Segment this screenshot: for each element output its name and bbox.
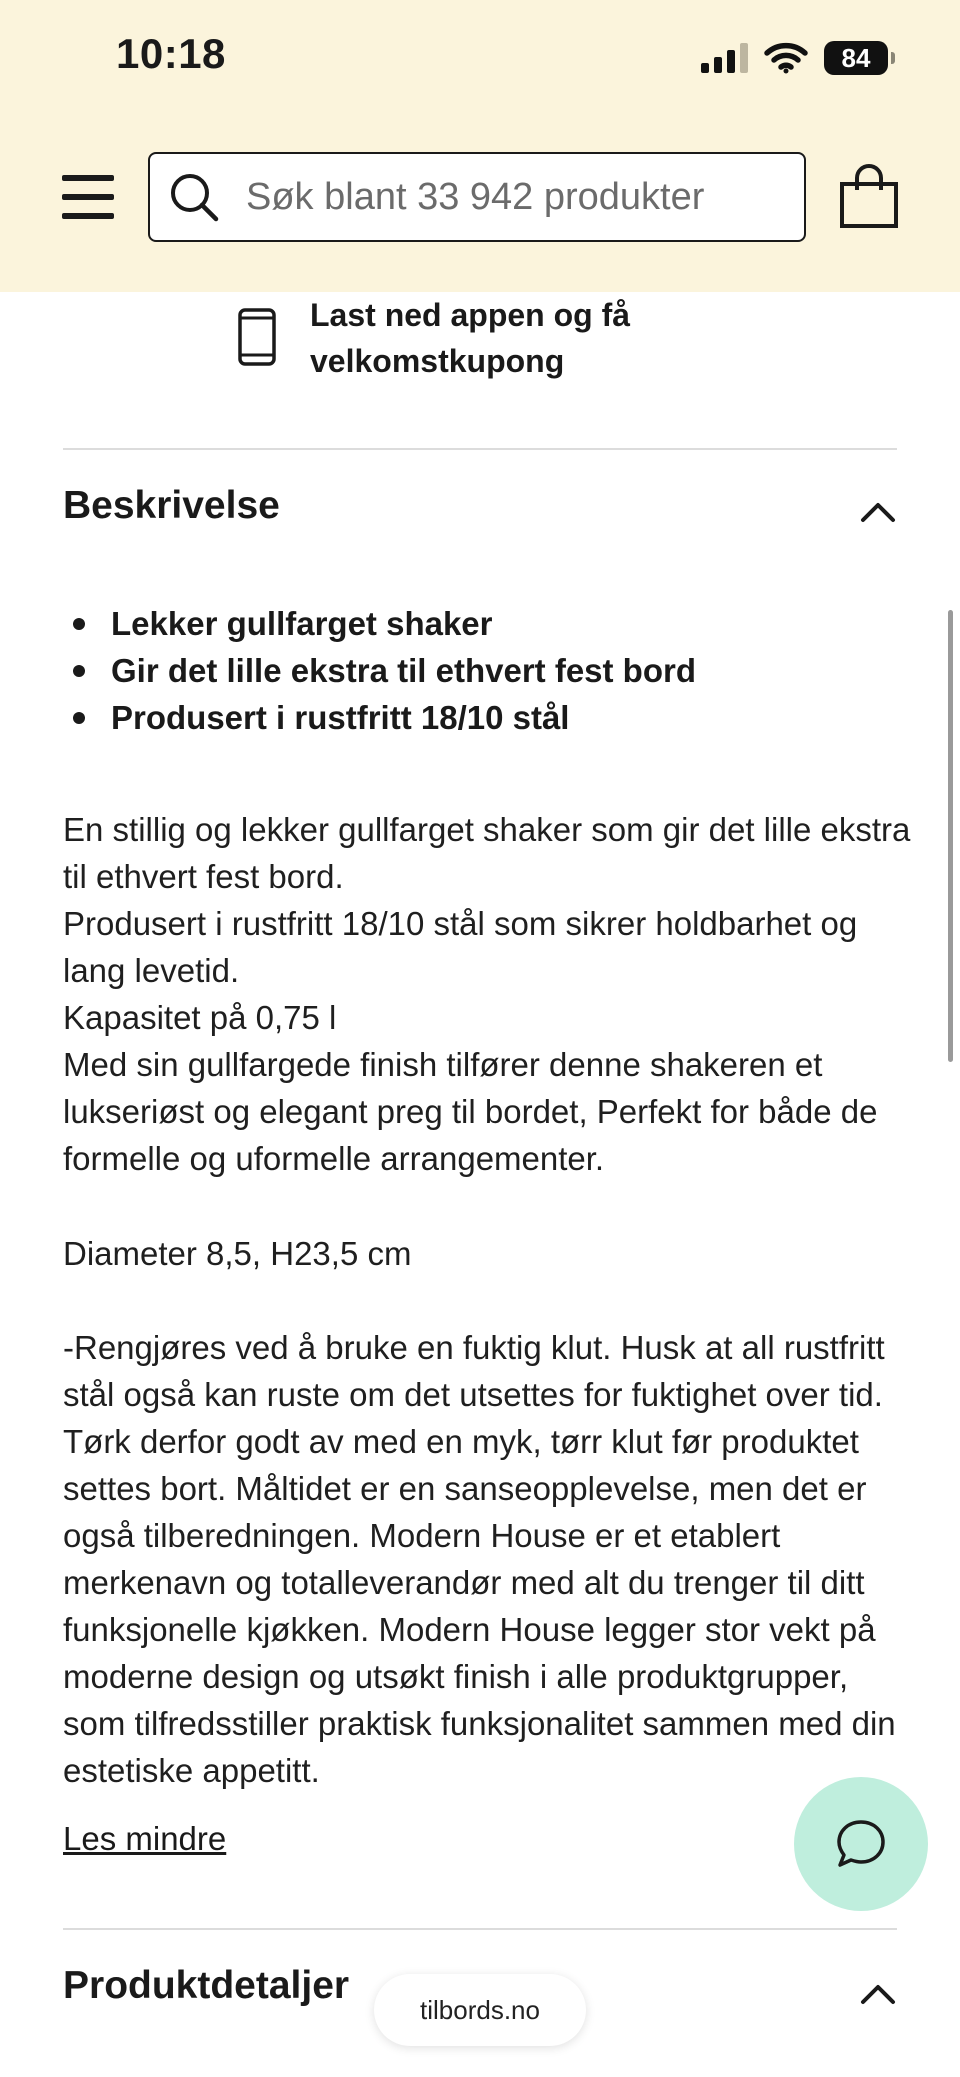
- description-paragraph-1: En stillig og lekker gullfarget shaker som gir det lille ekstra til ethvert fest bord. Produsert i rustfritt 18/10 stål som sikrer holdbarhet og lang levetid. Kapasitet på 0,75 l Med sin gullfargede finish tilfører denne shakeren et lukseriøst og elegant preg til bordet, Perfekt for både de formelle og uformelle arrangementer.: [63, 811, 911, 1177]
- menu-icon[interactable]: [62, 175, 114, 219]
- shopping-bag-icon[interactable]: [838, 164, 900, 230]
- bullet-item: Lekker gullfarget shaker: [63, 600, 696, 647]
- status-time: 10:18: [116, 30, 226, 77]
- search-icon: [166, 169, 222, 225]
- chevron-up-icon[interactable]: [860, 1983, 896, 2005]
- bullet-item: Produsert i rustfritt 18/10 stål: [63, 694, 696, 741]
- header-bar: [0, 0, 960, 292]
- browser-url-pill[interactable]: tilbords.no: [374, 1974, 586, 2046]
- description-paragraph-3: -Rengjøres ved å bruke en fuktig klut. Husk at all rustfritt stål også kan ruste om det utsettes for fuktighet over tid. Tørk derfor godt av med en myk, tørr klut før produktet settes bort. Måltidet er en sanseopplevelse, men det er også tilberedningen. Modern House er et etablert merkenavn og totalleverandør med alt du trenger til ditt funksjonelle kjøkken. Modern House legger stor vekt på moderne design og utsøkt finish i alle produktgrupper, som tilfredsstiller praktisk funksjonalitet sammen med din estetiske appetitt.: [63, 1329, 896, 1789]
- battery-icon: 84: [824, 41, 888, 75]
- description-title[interactable]: Beskrivelse: [63, 484, 280, 527]
- search-box[interactable]: [148, 152, 806, 242]
- chevron-up-icon[interactable]: [860, 501, 896, 523]
- product-details-title[interactable]: Produktdetaljer: [63, 1964, 350, 2007]
- app-promo-line2: velkomstkupong: [310, 343, 565, 379]
- scrollbar[interactable]: [948, 610, 953, 1062]
- app-promo[interactable]: [238, 292, 670, 384]
- search-input[interactable]: [244, 175, 788, 220]
- divider: [63, 1928, 897, 1930]
- divider: [63, 448, 897, 450]
- phone-icon: [238, 308, 276, 366]
- cellular-signal-icon: [701, 43, 748, 73]
- bullet-item: Gir det lille ekstra til ethvert fest bord: [63, 647, 696, 694]
- app-promo-text: [310, 292, 670, 384]
- app-promo-line1: Last ned appen og få: [310, 297, 631, 333]
- read-less-link[interactable]: Les mindre: [63, 1820, 227, 1857]
- wifi-icon: [764, 42, 808, 74]
- description-bullets: [63, 600, 696, 741]
- description-paragraph-2: Diameter 8,5, H23,5 cm: [63, 1235, 412, 1272]
- chat-button[interactable]: [794, 1777, 928, 1911]
- status-icons: [701, 38, 888, 78]
- chat-bubble-icon: [833, 1816, 889, 1872]
